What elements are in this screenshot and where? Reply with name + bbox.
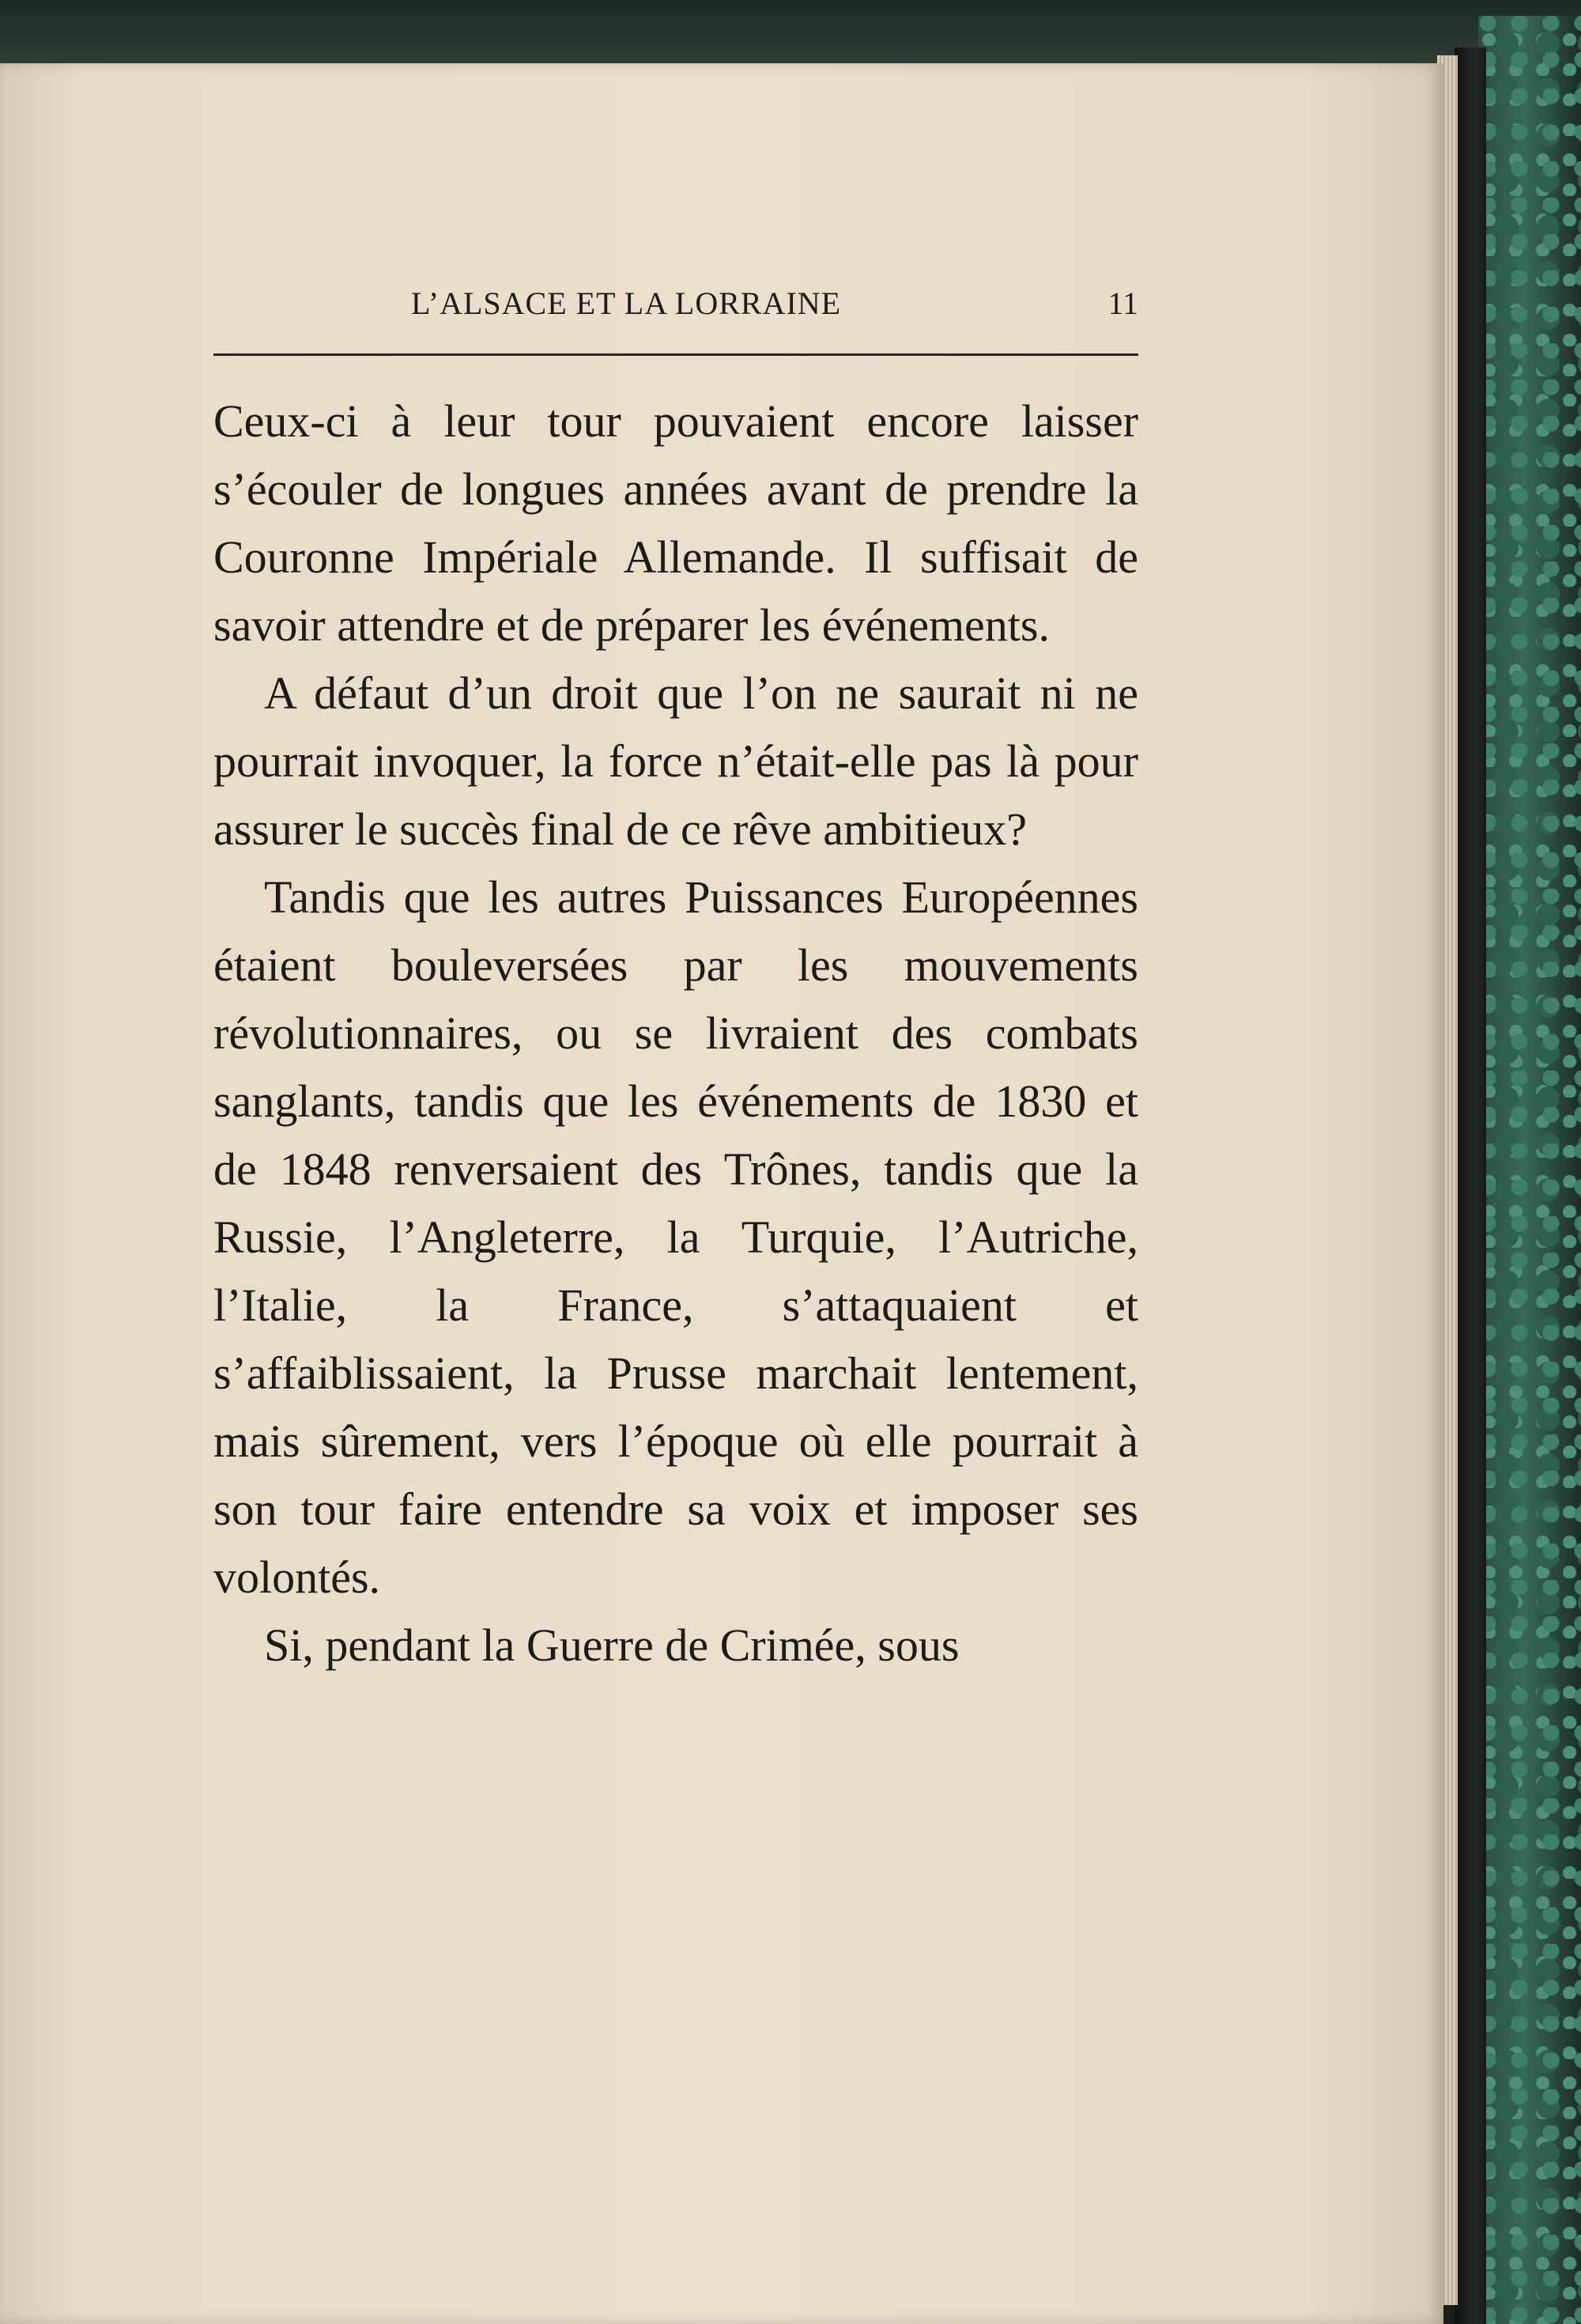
paragraph: A défaut d’un droit que l’on ne saurait ni ne pourrait invoquer, la force n’était-elle pas là pour assurer le succès final de ce rêve ambitieux?: [213, 667, 1138, 855]
paragraph: Si, pendant la Guerre de Crimée, sous: [264, 1619, 960, 1671]
paragraph: Tandis que les autres Puissances Européennes étaient bouleversées par les mouvements révolutionnaires, ou se livraient des combats sanglants, tandis que les événements de 1830 et de 1848 renversaient des Trônes, tandis que la Russie, l’Angleterre, la Turquie, l’Autriche, l’Italie, la France, s’attaquaient et s’affaiblissaient, la Prusse marchait lentement, mais sûrement, vers l’époque où elle pourrait à son tour faire entendre sa voix et imposer ses volontés.: [213, 871, 1138, 1603]
running-title: L’ALSACE ET LA LORRAINE: [411, 285, 842, 321]
header-rule: [213, 353, 1138, 356]
paragraph: Ceux-ci à leur tour pouvaient encore laisser s’écouler de longues années avant de prendre la Couronne Impériale Allemande. Il suffisait de savoir attendre et de préparer les événements.: [213, 395, 1138, 651]
marbled-board: [1478, 16, 1581, 2324]
binding-strip: [1455, 47, 1486, 2324]
running-head: [213, 285, 1138, 332]
page-number: 11: [1107, 285, 1138, 321]
body-text: [213, 387, 1138, 1680]
